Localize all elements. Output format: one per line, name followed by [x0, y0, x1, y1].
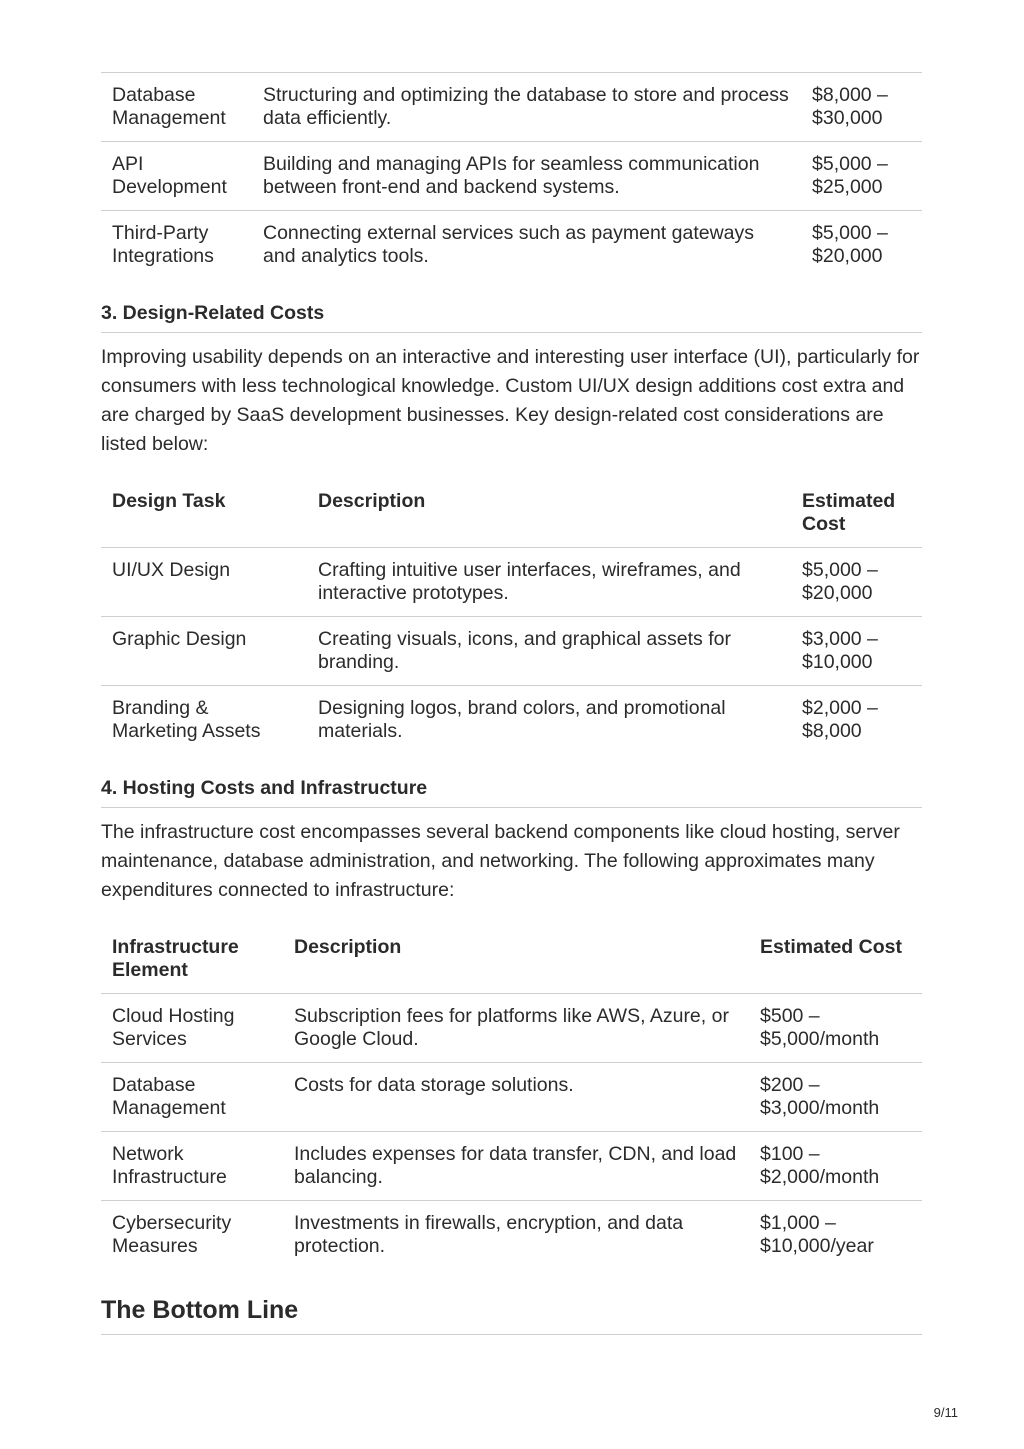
table-cell-description: Subscription fees for platforms like AWS, Azure, or Google Cloud. — [294, 1005, 729, 1050]
table-cell-task: API Development — [112, 153, 227, 198]
section-heading: 3. Design-Related Costs — [101, 301, 922, 333]
table-header-row — [101, 925, 922, 994]
table-cell-description: Crafting intuitive user interfaces, wireframes, and interactive prototypes. — [318, 559, 741, 604]
table-cell-description: Investments in firewalls, encryption, and data protection. — [294, 1212, 684, 1257]
table-header-task: Design Task — [112, 490, 226, 512]
table-cell-cost: $100 – $2,000/month — [760, 1143, 880, 1188]
table-row — [101, 617, 922, 686]
table-header-cost: Estimated Cost — [760, 936, 902, 958]
section-heading: 4. Hosting Costs and Infrastructure — [101, 776, 922, 808]
table-cell-task: Branding & Marketing Assets — [112, 697, 261, 742]
table-cell-element: Network Infrastructure — [112, 1143, 227, 1188]
table-cell-cost: $1,000 – $10,000/year — [760, 1212, 874, 1257]
table-header-row — [101, 479, 922, 548]
table-cell-cost: $5,000 – $20,000 — [812, 222, 888, 267]
table-cell-task: Database Management — [112, 84, 226, 129]
table-row — [101, 686, 922, 755]
design-cost-table — [101, 479, 922, 754]
table-row — [101, 1201, 922, 1270]
table-cell-description: Structuring and optimizing the database to store and process data efficiently. — [263, 84, 789, 129]
table-row — [101, 994, 922, 1063]
table-cell-element: Cloud Hosting Services — [112, 1005, 235, 1050]
infrastructure-cost-table — [101, 925, 922, 1269]
table-row — [101, 548, 922, 617]
section-hosting-costs — [101, 776, 922, 905]
section-paragraph: Improving usability depends on an interactive and interesting user interface (UI), particularly for consumers with less technological knowledge. Custom UI/UX design additions cost extra and are charged by SaaS development businesses. Key design-related cost considerations are listed below: — [101, 346, 920, 455]
table-header-element: Infrastructure Element — [112, 936, 239, 981]
table-header-cost: Estimated Cost — [802, 490, 896, 535]
table-cell-description: Includes expenses for data transfer, CDN, and load balancing. — [294, 1143, 737, 1188]
table-cell-cost: $5,000 – $20,000 — [802, 559, 878, 604]
table-cell-element: Database Management — [112, 1074, 226, 1119]
section-design-costs — [101, 301, 922, 459]
table-cell-description: Creating visuals, icons, and graphical assets for branding. — [318, 628, 731, 673]
table-cell-cost: $8,000 – $30,000 — [812, 84, 888, 129]
backend-cost-table — [101, 72, 922, 279]
section-bottom-line — [101, 1296, 922, 1335]
table-cell-element: Cybersecurity Measures — [112, 1212, 232, 1257]
table-cell-task: Graphic Design — [112, 628, 247, 650]
table-row — [101, 1132, 922, 1201]
table-cell-task: Third-Party Integrations — [112, 222, 214, 267]
table-cell-cost: $5,000 – $25,000 — [812, 153, 888, 198]
table-row — [101, 142, 922, 211]
table-cell-cost: $200 – $3,000/month — [760, 1074, 880, 1119]
page-number: 9/11 — [933, 1405, 958, 1420]
table-cell-cost: $3,000 – $10,000 — [802, 628, 878, 673]
table-cell-description: Connecting external services such as payment gateways and analytics tools. — [263, 222, 755, 267]
table-row — [101, 211, 922, 280]
table-cell-description: Building and managing APIs for seamless communication between front-end and backend systems. — [263, 153, 760, 198]
table-cell-task: UI/UX Design — [112, 559, 231, 581]
table-cell-description: Costs for data storage solutions. — [294, 1074, 574, 1096]
table-row — [101, 1063, 922, 1132]
table-cell-cost: $500 – $5,000/month — [760, 1005, 880, 1050]
section-paragraph: The infrastructure cost encompasses several backend components like cloud hosting, server maintenance, database administration, and networking. The following approximates many expenditures connected to infrastructure: — [101, 821, 900, 901]
table-row — [101, 73, 922, 142]
table-cell-cost: $2,000 – $8,000 — [802, 697, 878, 742]
table-header-description: Description — [294, 936, 402, 958]
table-header-description: Description — [318, 490, 426, 512]
bottom-line-heading: The Bottom Line — [101, 1296, 922, 1335]
table-cell-description: Designing logos, brand colors, and promotional materials. — [318, 697, 726, 742]
